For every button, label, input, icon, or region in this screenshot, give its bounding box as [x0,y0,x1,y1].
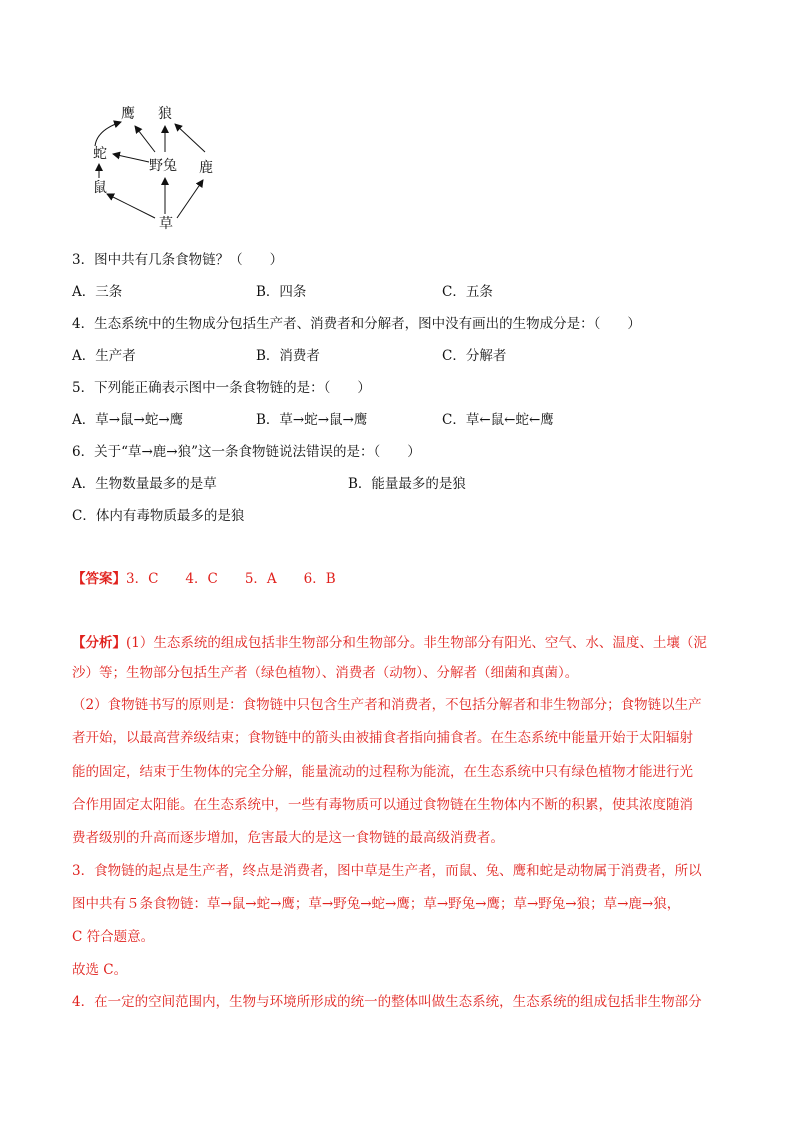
arrow-rabbit-snake [113,154,149,162]
answer-text: 3．C 4．C 5．A 6．B [126,571,336,587]
answer-label: 【答案】 [72,571,126,587]
question-4-option-c: C．分解者 [442,348,507,364]
node-wolf: 狼 [158,106,172,122]
analysis-text-1: (1）生态系统的组成包括非生物部分和生物部分。非生物部分有阳光、空气、水、温度、土壤（泥 [126,635,707,651]
analysis-line-2: 沙）等；生物部分包括生产者（绿色植物）、消费者（动物）、分解者（细菌和真菌）。 [72,665,579,681]
question-4-stem: 4．生态系统中的生物成分包括生产者、消费者和分解者，图中没有画出的生物成分是：（ ） [72,316,641,332]
question-5-stem: 5．下列能正确表示图中一条食物链的是：（ ） [72,380,371,396]
question-5-option-a: A．草→鼠→蛇→鹰 [72,412,184,428]
analysis-line-4: 者开始，以最高营养级结束；食物链中的箭头由被捕食者指向捕食者。在生态系统中能量开始于太阳辐射 [72,730,693,746]
arrow-grass-deer [177,180,203,218]
analysis-line-8: 3．食物链的起点是生产者，终点是消费者，图中草是生产者，而鼠、兔、鹰和蛇是动物属于消费者，所以 [72,863,702,879]
analysis-label: 【分析】 [72,635,126,651]
question-3-stem: 3．图中共有几条食物链？（ ） [72,252,284,268]
analysis-line-7: 费者级别的升高而逐步增加，危害最大的是这一食物链的最高级消费者。 [72,830,504,846]
question-3-option-b: B．四条 [256,284,307,300]
arrow-deer-wolf [175,124,205,152]
node-deer: 鹿 [199,160,213,176]
analysis-line-3: （2）食物链书写的原则是：食物链中只包含生产者和消费者，不包括分解者和非生物部分；食物链以生产 [72,697,702,713]
question-4-option-a: A．生产者 [72,348,136,364]
question-5-option-c: C．草←鼠←蛇←鹰 [442,412,554,428]
question-3-option-c: C．五条 [442,284,493,300]
question-6-option-a: A．生物数量最多的是草 [72,476,217,492]
analysis-line-9: 图中共有５条食物链：草→鼠→蛇→鹰；草→野兔→蛇→鹰；草→野兔→鹰；草→野兔→狼；草→鹿→狼， [72,896,681,912]
analysis-line-11: 故选 C。 [72,962,128,978]
analysis-line-12: 4．在一定的空间范围内，生物与环境所形成的统一的整体叫做生态系统，生态系统的组成包括非生物部分 [72,994,702,1010]
node-eagle: 鹰 [121,106,135,122]
question-6-option-c: C．体内有毒物质最多的是狼 [72,508,245,524]
arrow-rabbit-eagle [135,126,155,152]
question-6-stem: 6．关于“草→鹿→狼”这一条食物链说法错误的是：（ ） [72,444,421,460]
arrow-grass-mouse [107,194,155,218]
question-5-option-b: B．草→蛇→鼠→鹰 [256,412,368,428]
analysis-line-10: C 符合题意。 [72,929,155,945]
food-web-diagram [85,100,235,240]
question-4-option-b: B．消费者 [256,348,320,364]
question-3-option-a: A．三条 [72,284,123,300]
node-grass: 草 [159,216,173,232]
analysis-line-1 [72,634,707,652]
arrow-snake-eagle [95,122,121,146]
analysis-line-5: 能的固定，结束于生物体的完全分解，能量流动的过程称为能流，在生态系统中只有绿色植物才能进行光 [72,764,693,780]
analysis-line-6: 合作用固定太阳能。在生态系统中，一些有毒物质可以通过食物链在生物体内不断的积累，使其浓度随消 [72,797,693,813]
answer-line [72,570,336,588]
node-snake: 蛇 [93,146,107,162]
question-6-option-b: B．能量最多的是狼 [348,476,466,492]
node-rabbit: 野兔 [149,158,177,174]
node-mouse: 鼠 [93,180,107,196]
